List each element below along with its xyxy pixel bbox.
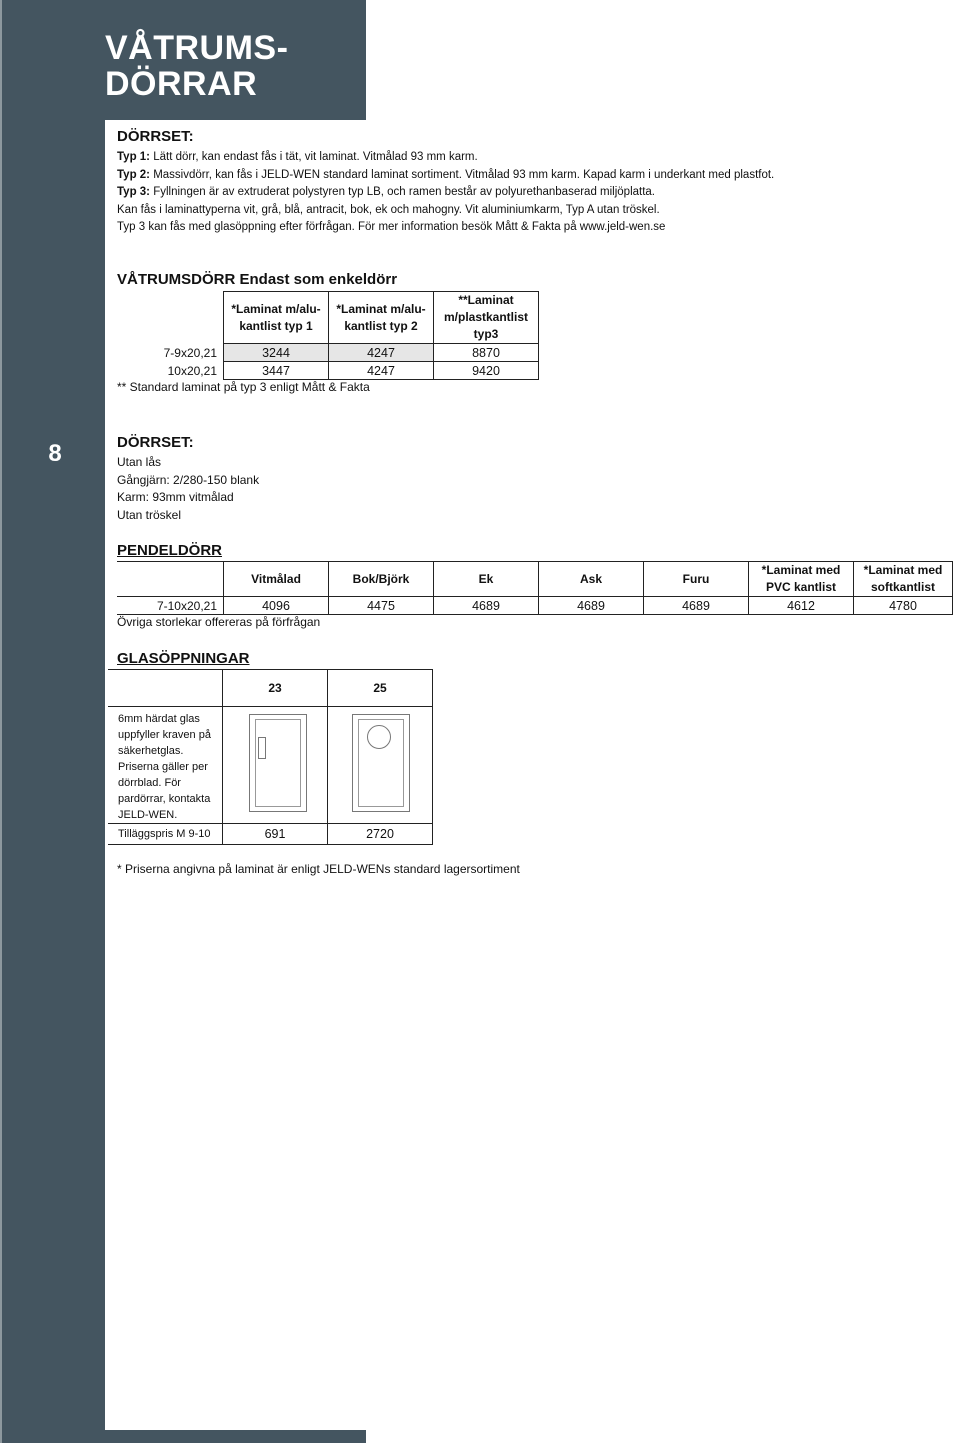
column-header: *Laminat med softkantlist [854, 562, 953, 597]
column-header: Ask [539, 562, 644, 597]
column-header: *Laminat m/alu-kantlist typ 1 [224, 292, 329, 344]
pendeldorr-footnote: Övriga storlekar offereras på förfrågan [117, 615, 321, 629]
vatrumsdorr-footnote: ** Standard laminat på typ 3 enligt Mått & Fakta [117, 380, 370, 394]
column-header: 23 [223, 670, 328, 707]
pendeldorr-table [117, 561, 953, 615]
column-header: *Laminat med PVC kantlist [749, 562, 854, 597]
column-header: **Laminat m/plastkantlist typ3 [434, 292, 539, 344]
doorset-heading: DÖRRSET: [117, 434, 194, 451]
pendeldorr-heading: PENDELDÖRR [117, 542, 223, 559]
table-row: Tilläggspris M 9-10 691 2720 [108, 824, 433, 845]
bottom-note: * Priserna angivna på laminat är enligt JELD-WENs standard lagersortiment [117, 862, 520, 876]
glasoppningar-heading: GLASÖPPNINGAR [117, 650, 250, 667]
column-header: 25 [328, 670, 433, 707]
table-row: 10x20,21 3447 4247 9420 [117, 362, 539, 380]
glass-note: 6mm härdat glas uppfyller kraven på säkerhetglas. Priserna gäller per dörrblad. För pardörrar, kontakta JELD-WEN. [108, 707, 223, 824]
column-header: Furu [644, 562, 749, 597]
page-title: VÅTRUMS- DÖRRAR [105, 29, 289, 103]
sidebar-edge-strip [0, 0, 2, 1443]
column-header: Vitmålad [224, 562, 329, 597]
column-header: *Laminat m/alu-kantlist typ 2 [329, 292, 434, 344]
door-rectangular-window-icon [249, 714, 307, 812]
column-header: Bok/Björk [329, 562, 434, 597]
column-header: Ek [434, 562, 539, 597]
vatrumsdorr-table [117, 291, 539, 380]
vatrumsdorr-heading: VÅTRUMSDÖRR Endast som enkeldörr [117, 271, 398, 288]
doorset-text: Typ 1: Lätt dörr, kan endast fås i tät, vit laminat. Vitmålad 93 mm karm. Typ 2: Massivdörr, kan fås i JELD-WEN standard laminat sortiment. Vitmålad 93 mm karm. Kapad karm i underkant med plastfot. Typ 3: Fyllningen är av extruderat polystyren typ LB, och ramen består av polyurethanbaserad miljöplatta. Kan fås i laminattyperna vit, grå, blå, antracit, bok, ek och mahogny. Vit aluminiumkarm, Typ A utan tröskel. Typ 3 kan fås med glasöppning efter förfrågan. För mer information besök Mått & Fakta på www.jeld-wen.se [117, 151, 775, 233]
doorset-text: Utan lås Gångjärn: 2/280-150 blank Karm: 93mm vitmålad Utan tröskel [117, 455, 260, 522]
doorset-heading: DÖRRSET: [117, 128, 194, 145]
table-row: 7-10x20,21 4096 4475 4689 4689 4689 4612 4780 [117, 597, 953, 615]
page-number: 8 [48, 440, 62, 467]
door-round-window-icon [352, 714, 410, 812]
table-row: 7-9x20,21 3244 4247 8870 [117, 344, 539, 362]
